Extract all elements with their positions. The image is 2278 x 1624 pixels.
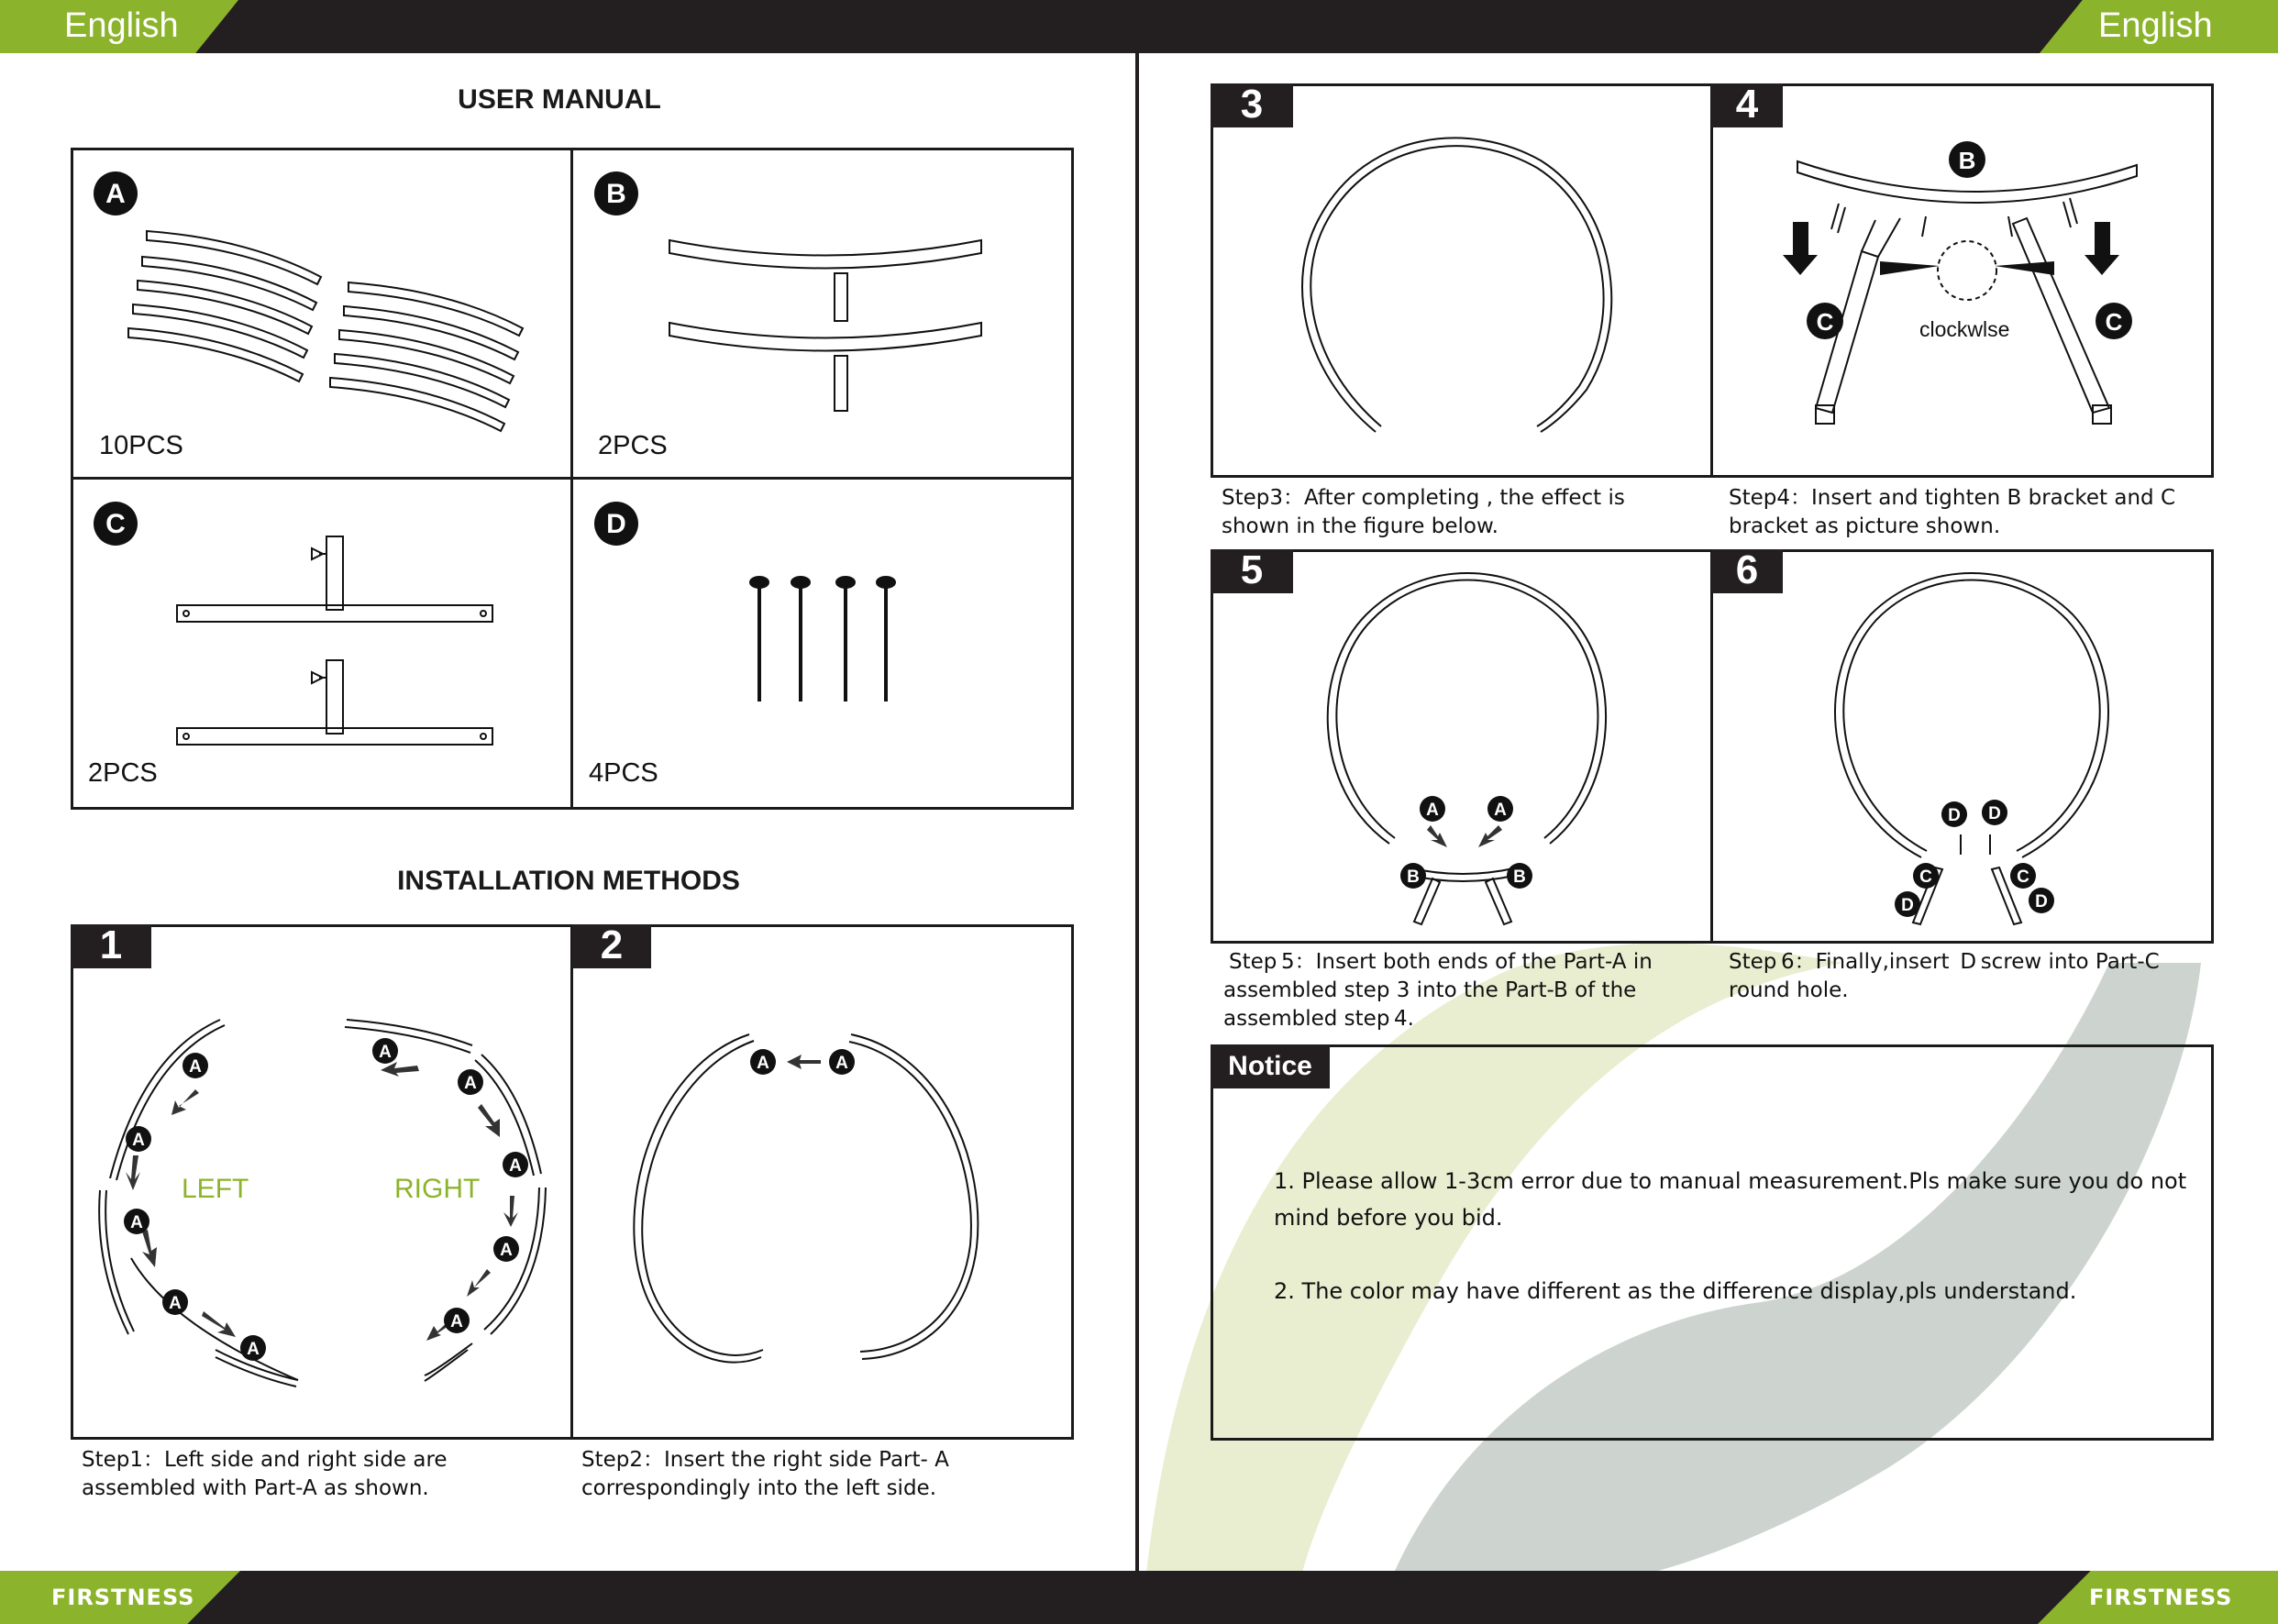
svg-text:D: D bbox=[1901, 896, 1914, 915]
step-2-number: 2 bbox=[572, 924, 651, 968]
step-4-caption: Step4：Insert and tighten B bracket and C bracket as picture shown. bbox=[1729, 486, 2176, 538]
step-5-caption: Step 5：Insert both ends of the Part-A in assembled step 3 into the Part-B of the assembled step 4. bbox=[1223, 950, 1653, 1031]
steps-1-2-vline bbox=[570, 924, 573, 1440]
svg-text:A: A bbox=[757, 1054, 769, 1073]
svg-text:B: B bbox=[1958, 147, 1976, 174]
step-1-right-label: RIGHT bbox=[394, 1174, 481, 1204]
part-b-brackets bbox=[660, 229, 990, 422]
part-d-screws bbox=[743, 573, 908, 706]
part-b-quantity: 2PCS bbox=[598, 431, 668, 460]
step-4-bracket-diagram bbox=[1788, 128, 2155, 440]
step-4-number: 4 bbox=[1711, 83, 1783, 127]
svg-text:A: A bbox=[509, 1156, 522, 1176]
part-d-quantity: 4PCS bbox=[589, 758, 658, 788]
part-a-arc-pieces bbox=[119, 220, 541, 431]
part-a-quantity: 10PCS bbox=[99, 431, 183, 460]
svg-text:A: A bbox=[835, 1054, 848, 1073]
svg-text:D: D bbox=[606, 509, 626, 539]
svg-text:A: A bbox=[500, 1241, 513, 1260]
brand-label-right: FIRSTNESS bbox=[2089, 1585, 2233, 1610]
svg-text:D: D bbox=[2035, 892, 2048, 911]
svg-text:A: A bbox=[379, 1043, 392, 1062]
svg-text:D: D bbox=[1948, 806, 1961, 825]
part-c-letter bbox=[92, 500, 139, 547]
step-4-rotation-label: clockwlse bbox=[1919, 317, 2010, 341]
language-label-right: English bbox=[2098, 6, 2213, 45]
footer-bar bbox=[0, 1571, 2278, 1624]
svg-text:B: B bbox=[1407, 867, 1420, 887]
svg-text:B: B bbox=[606, 179, 626, 209]
step-3-caption: Step3：After completing , the effect is shown in the figure below. bbox=[1222, 486, 1625, 538]
steps-3-4-vline bbox=[1710, 83, 1713, 478]
step-1-left-label: LEFT bbox=[182, 1174, 249, 1204]
svg-text:C: C bbox=[2017, 867, 2029, 887]
step-2-caption: Step2：Insert the right side Part- A correspondingly into the left side. bbox=[581, 1448, 949, 1500]
notice-title: Notice bbox=[1211, 1044, 1330, 1088]
step-6-ring-diagram bbox=[1807, 559, 2128, 935]
svg-text:A: A bbox=[247, 1340, 260, 1359]
svg-text:A: A bbox=[450, 1312, 463, 1331]
step-2-diagram bbox=[624, 1027, 1009, 1403]
brand-label-left: FIRSTNESS bbox=[51, 1585, 195, 1610]
part-c-stands bbox=[172, 532, 503, 752]
part-c-quantity: 2PCS bbox=[88, 758, 158, 788]
svg-text:A: A bbox=[189, 1057, 202, 1077]
part-a-letter bbox=[92, 170, 139, 217]
parts-grid-hline bbox=[71, 477, 1074, 480]
svg-text:A: A bbox=[1494, 801, 1507, 820]
step-6-number: 6 bbox=[1711, 549, 1783, 593]
manual-title: USER MANUAL bbox=[458, 84, 661, 115]
svg-text:C: C bbox=[2105, 308, 2123, 336]
step-3-ring-diagram bbox=[1284, 115, 1632, 445]
svg-text:A: A bbox=[130, 1213, 143, 1232]
svg-text:A: A bbox=[105, 179, 126, 209]
svg-text:C: C bbox=[1816, 308, 1834, 336]
page-divider bbox=[1135, 53, 1139, 1571]
svg-text:A: A bbox=[1426, 801, 1439, 820]
svg-text:B: B bbox=[1513, 867, 1526, 887]
step-1-caption: Step1：Left side and right side are assembled with Part-A as shown. bbox=[82, 1448, 448, 1500]
svg-text:C: C bbox=[1919, 867, 1932, 887]
svg-text:A: A bbox=[464, 1074, 477, 1093]
language-label-left: English bbox=[64, 6, 179, 45]
svg-text:A: A bbox=[132, 1131, 145, 1150]
step-5-number: 5 bbox=[1211, 549, 1293, 593]
step-1-number: 1 bbox=[71, 924, 151, 968]
svg-text:C: C bbox=[105, 509, 126, 539]
step-1-diagram bbox=[87, 1009, 564, 1394]
header-bar bbox=[0, 0, 2278, 53]
step-3-number: 3 bbox=[1211, 83, 1293, 127]
notice-text: 1. Please allow 1-3cm error due to manual measurement.Pls make sure you do not mind before you bid. 2. The color may have different as the difference display,pls understand. bbox=[1274, 1168, 2187, 1304]
part-b-letter bbox=[592, 170, 640, 217]
svg-text:A: A bbox=[169, 1294, 182, 1313]
steps-5-6-vline bbox=[1710, 549, 1713, 944]
step-5-ring-diagram bbox=[1302, 559, 1623, 935]
installation-title: INSTALLATION METHODS bbox=[397, 866, 740, 896]
part-d-letter bbox=[592, 500, 640, 547]
svg-text:D: D bbox=[1988, 804, 2001, 823]
step-6-caption: Step 6：Finally,insert D screw into Part-C round hole. bbox=[1729, 950, 2160, 1002]
